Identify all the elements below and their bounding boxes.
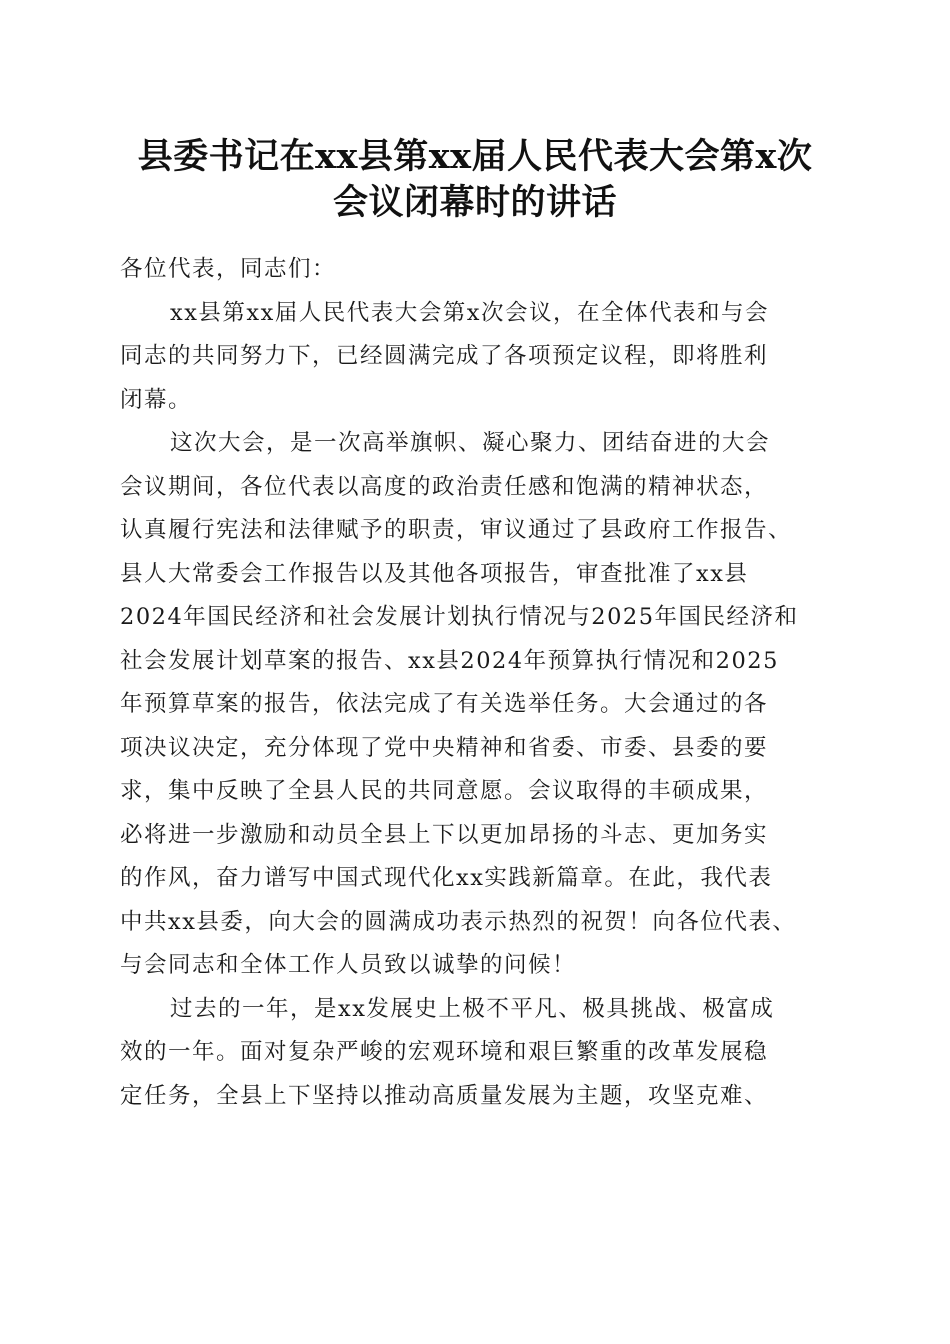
title-line-2: 会议闭幕时的讲话 bbox=[332, 182, 617, 223]
paragraph-line: 年预算草案的报告，依法完成了有关选举任务。大会通过的各 bbox=[120, 691, 769, 717]
paragraph-line: 社会发展计划草案的报告、xx县2024年预算执行情况和2025 bbox=[120, 647, 779, 674]
paragraph-line: 认真履行宪法和法律赋予的职责，审议通过了县政府工作报告、 bbox=[120, 517, 793, 543]
paragraph-line: 闭幕。 bbox=[120, 386, 193, 413]
title-line-1: 县委书记在xx县第xx届人民代表大会第x次 bbox=[137, 136, 813, 177]
paragraph-line: 过去的一年，是xx发展史上极不平凡、极具挑战、极富成 bbox=[170, 995, 775, 1022]
document-title bbox=[110, 134, 840, 226]
paragraph-3 bbox=[120, 988, 832, 1119]
salutation: 各位代表，同志们： bbox=[120, 256, 337, 282]
paragraph-line: 效的一年。面对复杂严峻的宏观环境和艰巨繁重的改革发展稳 bbox=[120, 1039, 769, 1065]
paragraph-line: 会议期间，各位代表以高度的政治责任感和饱满的精神状态， bbox=[120, 473, 769, 500]
paragraph-line: 定任务，全县上下坚持以推动高质量发展为主题，攻坚克难、 bbox=[120, 1082, 769, 1109]
paragraph-line: 必将进一步激励和动员全县上下以更加昂扬的斗志、更加务实 bbox=[120, 821, 769, 848]
paragraph-line: 与会同志和全体工作人员致以诚挚的问候！ bbox=[120, 952, 577, 978]
paragraph-line: 中共xx县委，向大会的圆满成功表示热烈的祝贺！向各位代表、 bbox=[120, 908, 797, 935]
paragraph-line: 的作风，奋力谱写中国式现代化xx实践新篇章。在此，我代表 bbox=[120, 865, 773, 891]
paragraph-line: 求，集中反映了全县人民的共同意愿。会议取得的丰硕成果， bbox=[120, 778, 769, 804]
paragraph-line: 2024年国民经济和社会发展计划执行情况与2025年国民经济和 bbox=[120, 604, 799, 630]
paragraph-line: 县人大常委会工作报告以及其他各项报告，审查批准了xx县 bbox=[120, 560, 749, 587]
paragraph-2 bbox=[120, 422, 832, 988]
paragraph-line: xx县第xx届人民代表大会第x次会议，在全体代表和与会 bbox=[170, 299, 769, 326]
document-body bbox=[120, 248, 832, 1118]
paragraph-line: 这次大会，是一次高举旗帜、凝心聚力、团结奋进的大会 bbox=[170, 430, 771, 456]
paragraph-line: 项决议决定，充分体现了党中央精神和省委、市委、县委的要 bbox=[120, 734, 769, 761]
paragraph-line: 同志的共同努力下，已经圆满完成了各项预定议程，即将胜利 bbox=[120, 343, 769, 369]
paragraph-1 bbox=[120, 292, 832, 423]
